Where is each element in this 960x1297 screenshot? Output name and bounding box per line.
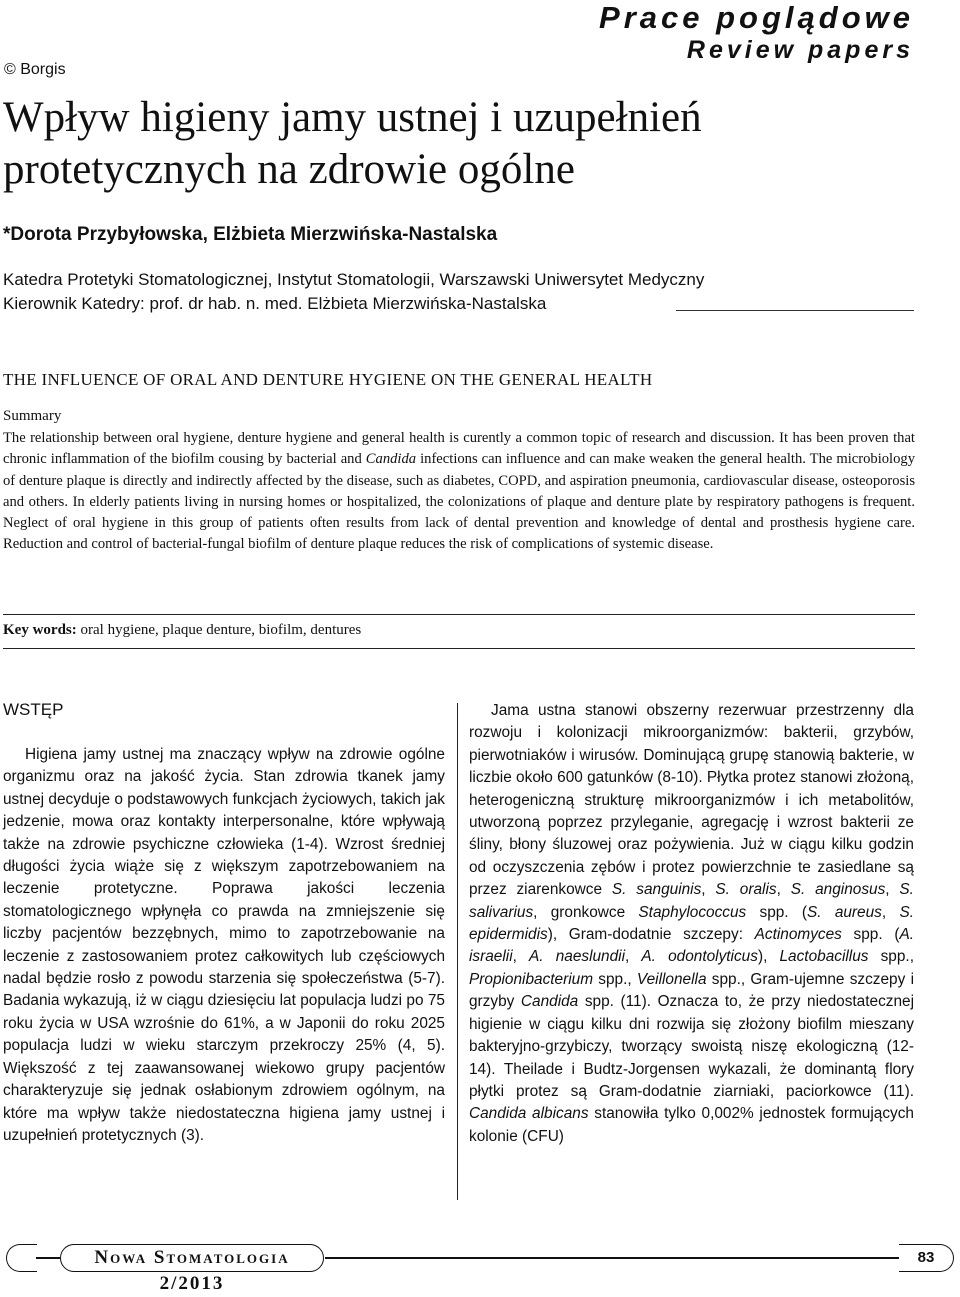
taxon-name: Propionibacterium: [469, 970, 594, 988]
series-label-english: Review papers: [686, 36, 914, 64]
right-column-text: spp. (: [841, 926, 900, 944]
summary-text-part-2: infections can influence and can make weaken the general health. The microbiology of denture plaque is directly and indirectly affected by the disease, such as diabetes, COPD, and aspiration pneumonia, cardiovascular disease, osteoporosis and others. In elderly patients living in nursing homes or hospitalized, the colonizations of plaque and denture plate by respiratory pathogens is frequent. Neglect of oral hygiene in this group of patients often results from lack of dental prevention and knowledge of dental and prosthesis hygiene care. Reduction and control of bacterial-fungal biofilm of denture plaque reduces the risk of complications of systemic disease.: [3, 451, 915, 553]
right-column-text: spp., Gram-ujemne szczepy i grzyby: [469, 970, 914, 1011]
page-number: 83: [899, 1244, 954, 1272]
footer-journal-name: Nowa Stomatologia 2/2013: [60, 1244, 324, 1272]
column-divider: [457, 703, 458, 1200]
introduction-paragraph: Higiena jamy ustnej ma znaczący wpływ na zdrowie ogólne organizmu oraz na jakość życia. Stan zdrowia tkanek jamy ustnej decyduje o podstawowych funkcjach życiowych, takich jak jedzenie, mowa oraz kontakty interpersonalne, które wpływają także na zdrowie psychiczne człowieka (1-4). Wzrost średniej długości życia wiąże się z większym zapotrzebowaniem na leczenie protetyczne. Poprawa jakości leczenia stomatologicznego wpłynęła co prawda na zmniejszenie się liczby pacjentów bezzębnych, mimo to zapotrzebowanie na leczenie z zastosowaniem protez całkowitych lub częściowych nadal będzie rosło z powodu starzenia się społeczeństwa (5-7). Badania wykazują, iż w ciągu dziesięciu lat populacja ludzi po 75 roku życia w USA wzrośnie do 61%, a w Japonii do roku 2025 populacja ludzi w wieku starczym przekroczy 25% (4, 5). Większość z tej zaawansowanej wiekowo grupy pacjentów charakteryzuje się jednak osłabionym zdrowiem ogólnym, na które ma wpływ także niedostateczna higiena jamy ustnej i uzupełnień protetycznych (3).: [3, 746, 445, 1144]
taxon-name: Actinomyces: [754, 926, 842, 944]
footer-rule-left: [36, 1257, 60, 1259]
taxon-name: A. israelii: [469, 926, 914, 966]
summary-text-part-1: The relationship between oral hygiene, denture hygiene and general health is curently a common topic of research and discussion. It has been proven that chronic inflammation of the biofilm cousing by bacterial and: [3, 430, 915, 468]
right-column-text: ,: [512, 948, 530, 966]
affiliation-institution: Katedra Protetyki Stomatologicznej, Instytut Stomatologii, Warszawski Uniwersytet Medyczny: [3, 270, 705, 289]
series-label: [599, 0, 914, 64]
right-column-text: ,: [701, 881, 716, 899]
keywords-divider-top: [3, 614, 915, 615]
right-column-text: ,: [881, 903, 900, 921]
footer-ornament-left: [6, 1244, 37, 1272]
article-title: [3, 92, 903, 196]
article-title-line-1: Wpływ higieny jamy ustnej i uzupełnień: [3, 94, 702, 141]
taxon-name: Veillonella: [636, 970, 707, 988]
right-column-text: ),: [757, 948, 780, 966]
right-column-text: Jama ustna stanowi obszerny rezerwuar przestrzenny dla rozwoju i kolonizacji mikroorganizmów: bakterii, grzybów, pierwotniaków i wirusów. Dominującą grupę stanowią bakterie, w liczbie około 600 gatunków (8-10). Płytka protez stanowi złożoną, heterogeniczną strukturę mikroorganizmów i ich metabolitów, utworzoną poprzez przyleganie, agregację i wzrost bakterii ze śliny, błony śluzowej oraz pożywienia. Już w ciągu kilku godzin od oczyszczenia zębów i protez powierzchnie te zasiedlane są przez ziarenkowce: [469, 702, 914, 899]
article-title-line-2: protetycznych na zdrowie ogólne: [3, 146, 575, 193]
right-column-text: ), Gram-dodatnie szczepy:: [547, 926, 755, 944]
keywords-divider-bottom: [3, 648, 915, 649]
taxon-name: S. salivarius: [469, 881, 914, 921]
right-column-text: , gronkowce: [533, 903, 639, 921]
body-column-right: [469, 700, 914, 1148]
summary-heading: Summary: [3, 408, 62, 424]
taxon-name: Candida: [520, 993, 579, 1011]
keywords-label: Key words:: [3, 622, 77, 638]
taxon-name: S. aureus: [807, 903, 882, 921]
right-column-text: spp.,: [868, 948, 914, 966]
affiliation-divider: [676, 310, 914, 311]
body-column-left: [3, 744, 445, 1147]
summary-text-italic: Candida: [365, 451, 417, 468]
footer-rule: [325, 1257, 899, 1259]
right-column-text: spp. (: [746, 903, 807, 921]
keywords-line: [3, 622, 361, 639]
taxon-name: S. anginosus: [790, 881, 886, 899]
section-heading-introduction: WSTĘP: [3, 700, 64, 719]
right-column-text: ,: [625, 948, 642, 966]
right-column-text: spp. (11). Oznacza to, że przy niedostatecznej higienie w ciągu kilku dni rozwija się złożony biofilm mieszany bakteryjno-grzybiczy, tworzący swoistą niszę ekologiczną (12-14). Theilade i Budtz-Jorgensen wykazali, że dominantą flory płytki protez są Gram-dodatnie ziarniaki, paciorkowce (11).: [469, 993, 914, 1100]
copyright-notice: © Borgis: [4, 61, 66, 78]
taxon-name: A. naeslundii: [529, 948, 626, 966]
taxon-name: S. oralis: [715, 881, 777, 899]
series-label-polish: Prace poglądowe: [599, 0, 914, 35]
right-column-text: stanowiła tylko 0,002% jednostek formujących kolonie (CFU): [469, 1105, 914, 1145]
affiliation: [3, 268, 704, 316]
taxon-name: Lactobacillus: [779, 948, 869, 966]
summary-text: [3, 428, 915, 556]
affiliation-head: Kierownik Katedry: prof. dr hab. n. med. Elżbieta Mierzwińska-Nastalska: [3, 294, 547, 313]
taxon-name: S. sanguinis: [611, 881, 702, 899]
keywords-text: oral hygiene, plaque denture, biofilm, dentures: [80, 622, 362, 638]
right-column-text: spp.,: [593, 970, 637, 988]
taxon-name: S. epidermidis: [469, 903, 914, 944]
taxon-name: Staphylococcus: [638, 903, 747, 921]
right-column-text: ,: [776, 881, 791, 899]
taxon-name: Candida albicans: [469, 1105, 589, 1123]
taxon-name: A. odontolyticus: [641, 948, 758, 966]
author-list: *Dorota Przybyłowska, Elżbieta Mierzwińska-Nastalska: [3, 224, 498, 245]
right-column-text: ,: [885, 881, 900, 899]
english-title: THE INFLUENCE OF ORAL AND DENTURE HYGIENE ON THE GENERAL HEALTH: [3, 370, 653, 389]
